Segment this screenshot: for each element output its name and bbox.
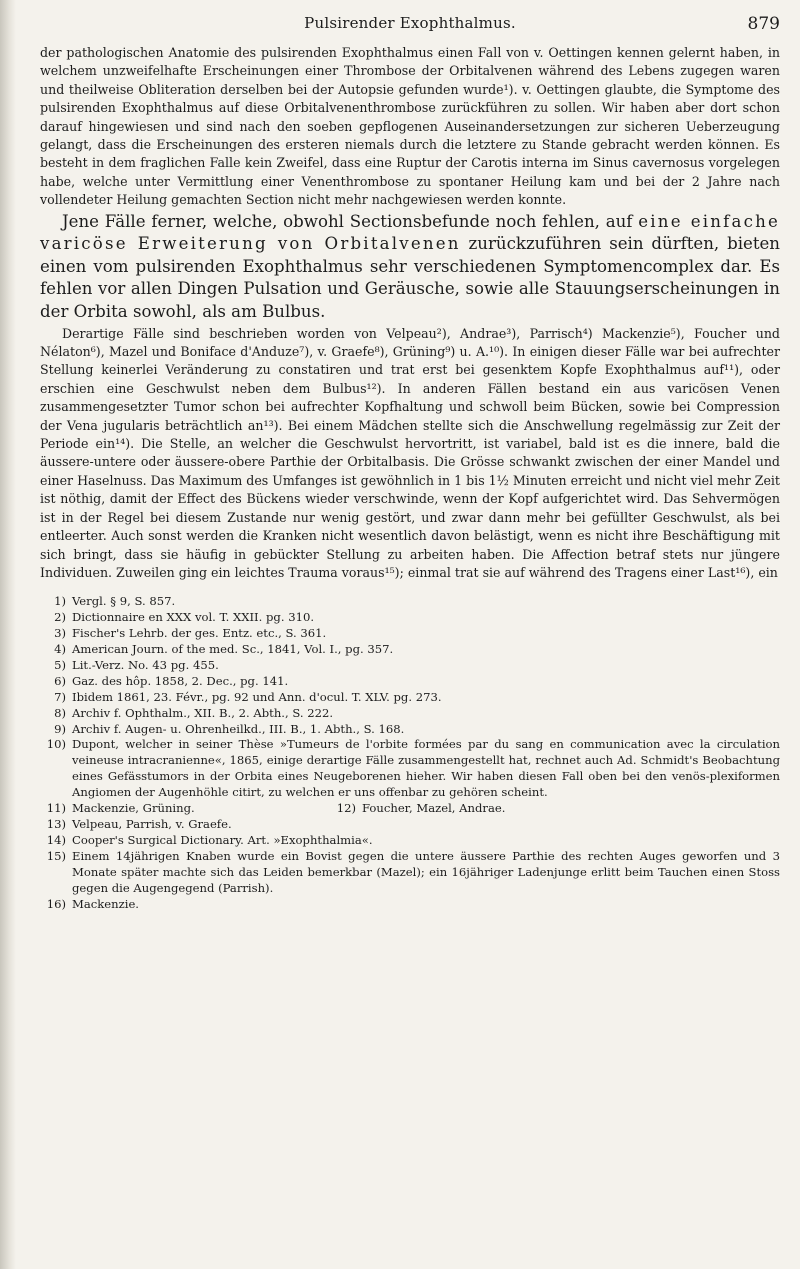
- footnote-text: Velpeau, Parrish, v. Graefe.: [72, 817, 232, 831]
- footnote: [40, 610, 780, 626]
- footnote-text: Cooper's Surgical Dictionary. Art. »Exophthalmia«.: [72, 832, 373, 847]
- footnote-number: 15): [46, 848, 66, 863]
- footnote-number: 16): [46, 896, 66, 911]
- footnote-number: 2): [54, 610, 66, 625]
- footnote-text: Foucher, Mazel, Andrae.: [362, 801, 506, 816]
- paragraph2-text-a: Jene Fälle ferner, welche, obwohl Sectionsbefunde noch fehlen, auf: [62, 211, 639, 231]
- footnote-number: 5): [54, 657, 66, 672]
- footnotes: [40, 594, 780, 912]
- footnote-number: 4): [54, 642, 66, 657]
- footnote-text: Gaz. des hôp. 1858, 2. Dec., pg. 141.: [72, 673, 289, 688]
- footnote-number: 12): [336, 801, 356, 816]
- footnote-text: Dupont, welcher in seiner Thèse »Tumeurs de l'orbite formées par du sang en communication avec la circulation veineuse intracranienne«, 1865, einige derartige Fälle zusammengestellt hat, rechnet auch Ad. Schmidt's Beobachtung eines Gefässtumors in der Orbita eines Neugeborenen hieher. Wir haben diesen Fall oben bei den venös-plexiformen Angiomen der Augenhöhle citirt, zu welchen er uns offenbar zu gehören scheint.: [72, 737, 780, 800]
- footnote-number: 7): [54, 689, 66, 704]
- footnote-text: Dictionnaire en XXX vol. T. XXII. pg. 310.: [72, 610, 315, 625]
- footnote: [40, 594, 780, 610]
- footnote-text: Vergl. § 9, S. 857.: [72, 594, 176, 609]
- footnote-text: Fischer's Lehrb. der ges. Entz. etc., S. 361.: [72, 626, 327, 641]
- footnote-text: Lit.-Verz. No. 43 pg. 455.: [72, 657, 219, 672]
- footnote-text: Einem 14jährigen Knaben wurde ein Bovist gegen die untere äussere Parthie des rechten Auges geworfen und 3 Monate später machte sich das Leiden bemerkbar (Mazel); ein 16jähriger Ladenjunge erlitt beim Tauchen einen Stoss gegen die Augengegend (Parrish).: [72, 848, 780, 895]
- running-head: [40, 14, 780, 36]
- footnote-text: Archiv f. Augen- u. Ohrenheilkd., III. B., 1. Abth., S. 168.: [72, 721, 405, 736]
- footnote-list-main: [40, 594, 780, 801]
- footnote: [40, 706, 780, 722]
- footnote: [40, 626, 780, 642]
- running-title: Pulsirender Exophthalmus.: [304, 14, 516, 32]
- footnote: [40, 817, 330, 833]
- footnote: [330, 801, 620, 817]
- footnote-pair-row: [40, 801, 780, 817]
- emphasized-phrase: eine einfache varicöse Erweiterung von Orbitalvenen: [40, 211, 780, 254]
- footnote-text: Mackenzie.: [72, 896, 139, 911]
- page-gutter-shadow: [0, 0, 16, 1269]
- footnote-pair-row: [40, 817, 780, 833]
- footnote-number: 1): [54, 594, 66, 609]
- book-page: [40, 14, 780, 912]
- footnote: [40, 642, 780, 658]
- footnote: [40, 737, 780, 801]
- footnote: [40, 833, 780, 849]
- paragraph-described-cases: Derartige Fälle sind beschrieben worden von Velpeau²), Andrae³), Parrisch⁴) Mackenzie⁵), Foucher und Nélaton⁶), Mazel und Boniface d'Anduze⁷), v. Graefe⁸), Grüning⁹) u. A.¹⁰). In einigen dieser Fälle war bei aufrechter Stellung keinerlei Veränderung zu constatiren und trat erst bei gesenktem Kopfe Exophthalmus auf¹¹), oder erschien eine Geschwulst neben dem Bulbus¹²). In anderen Fällen bestand ein aus varicösen Venen zusammengesetzter Tumor schon bei aufrechter Kopfhaltung und schwoll beim Bücken, sowie bei Compression der Vena jugularis beträchtlich an¹³). Bei einem Mädchen stellte sich die Anschwellung regelmässig zur Zeit der Periode ein¹⁴). Die Stelle, an welcher die Geschwulst hervortritt, ist variabel, bald ist es die innere, bald die äussere-untere oder äussere-obere Parthie der Orbitalbasis. Die Grösse schwankt zwischen der einer Mandel und einer Haselnuss. Das Maximum des Umfanges ist gewöhnlich in 1 bis 1½ Minuten erreicht und nicht viel mehr Zeit ist nöthig, damit der Effect des Bückens wieder verschwinde, wenn der Kopf aufgerichtet wird. Das Sehvermögen ist in der Regel bei diesem Zustande nur wenig gestört, und zwar dann mehr bei gefüllter Geschwulst, als bei entleerter. Auch sonst werden die Kranken nicht wesentlich davon belästigt, wenn es nicht ihre Beschäftigung mit sich bringt, dass sie häufig in gebückter Stellung zu arbeiten haben. Die Affection betraf stets nur jüngere Individuen. Zuweilen ging ein leichtes Trauma voraus¹⁵); einmal trat sie auf während des Tragens einer Last¹⁶), ein: [40, 325, 780, 580]
- footnote: [40, 722, 780, 738]
- footnote-text: Ibidem 1861, 23. Févr., pg. 92 und Ann. d'ocul. T. XLV. pg. 273.: [72, 689, 442, 704]
- footnote-number: 3): [54, 626, 66, 641]
- paragraph-oettingen-case: der pathologischen Anatomie des pulsirenden Exophthalmus einen Fall von v. Oettingen kennen gelernt haben, in welchem unzweifelhafte Erscheinungen einer Thrombose der Orbitalvenen während des Lebens zugegen waren und theilweise Obliteration derselben bei der Autopsie gefunden wurde¹). v. Oettingen glaubte, die Symptome des pulsirenden Exophthalmus auf diese Orbitalvenenthrombose zurückführen zu sollen. Wir haben aber dort schon darauf hingewiesen und sind nach den soeben gepflogenen Auseinandersetzungen zur sicheren Ueberzeugung gelangt, dass die Erscheinungen des ersteren niemals durch die letztere zu Stande gebracht werden können. Es besteht in dem fraglichen Falle kein Zweifel, dass eine Ruptur der Carotis interna im Sinus cavernosus vorgelegen habe, welche unter Vermittlung einer Venenthrombose zu spontaner Heilung kam und bei der 2 Jahre nach vollendeter Heilung gemachten Section nicht mehr nachgewiesen werden konnte.: [40, 45, 780, 208]
- footnote-number: 11): [46, 801, 66, 816]
- footnote-number: 9): [54, 721, 66, 736]
- footnote-list-rest: [40, 833, 780, 913]
- footnote-text: American Journ. of the med. Sc., 1841, Vol. I., pg. 357.: [72, 642, 394, 657]
- footnote-number: 6): [54, 673, 66, 688]
- paragraph-varicose-orbital-veins: [40, 211, 780, 324]
- footnote: [40, 658, 780, 674]
- footnote: [40, 849, 780, 897]
- footnote: [40, 801, 330, 817]
- footnote-number: 8): [54, 705, 66, 720]
- page-number: 879: [747, 14, 780, 34]
- footnote-text: Archiv f. Ophthalm., XII. B., 2. Abth., S. 222.: [72, 705, 334, 720]
- paragraph2-text-b: zurückzuführen sein dürften, bieten einen vom pulsirenden Exophthalmus sehr verschiedenen Symptomencomplex dar. Es fehlen vor allen Dingen Pulsation und Geräusche, sowie alle Stauungserscheinungen in der Orbita sowohl, als am Bulbus.: [40, 234, 780, 322]
- footnote-number: 14): [46, 832, 66, 847]
- footnote-number: 13): [46, 817, 66, 831]
- footnote-text: Mackenzie, Grüning.: [72, 801, 195, 816]
- footnote: [40, 897, 780, 913]
- footnote-number: 10): [46, 737, 66, 752]
- footnote: [40, 690, 780, 706]
- footnote: [40, 674, 780, 690]
